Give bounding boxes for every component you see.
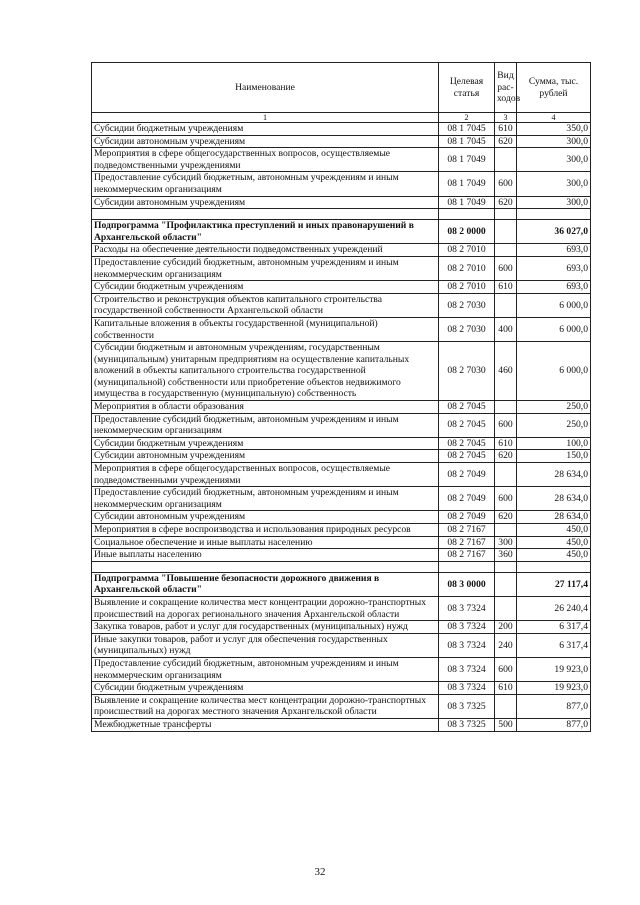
col-number: 4 xyxy=(517,113,591,123)
cell-sum: 150,0 xyxy=(517,450,591,463)
cell-sum: 450,0 xyxy=(517,549,591,562)
cell-target-article: 08 2 7167 xyxy=(439,524,495,537)
table-row xyxy=(92,524,591,537)
cell-expense-type: 400 xyxy=(495,317,517,341)
cell-sum: 26 240,4 xyxy=(517,596,591,620)
cell-name: Подпрограмма "Профилактика преступлений и иных правонарушений в Архангельской области" xyxy=(92,220,439,244)
cell-sum: 300,0 xyxy=(517,148,591,172)
spacer-row xyxy=(92,561,591,572)
cell-name: Расходы на обеспечение деятельности подведомственных учреждений xyxy=(92,244,439,257)
cell-name: Мероприятия в области образования xyxy=(92,401,439,414)
cell-expense-type xyxy=(495,596,517,620)
cell-sum: 300,0 xyxy=(517,172,591,196)
cell-name: Социальное обеспечение и иные выплаты населению xyxy=(92,536,439,549)
cell-name: Мероприятия в сфере общегосударственных вопросов, осуществляемые подведомственными учреждениями xyxy=(92,463,439,487)
table-row xyxy=(92,293,591,317)
table-row xyxy=(92,256,591,280)
cell-sum: 693,0 xyxy=(517,244,591,257)
empty-cell xyxy=(517,209,591,220)
cell-sum: 693,0 xyxy=(517,281,591,294)
table-row xyxy=(92,511,591,524)
cell-expense-type: 610 xyxy=(495,281,517,294)
cell-expense-type: 620 xyxy=(495,511,517,524)
cell-sum: 36 027,0 xyxy=(517,220,591,244)
cell-expense-type: 360 xyxy=(495,549,517,562)
cell-expense-type xyxy=(495,244,517,257)
cell-name: Подпрограмма "Повышение безопасности дорожного движения в Архангельской области" xyxy=(92,572,439,596)
cell-expense-type: 200 xyxy=(495,621,517,634)
cell-name: Межбюджетные трансферты xyxy=(92,718,439,731)
table-row xyxy=(92,487,591,511)
cell-name: Субсидии бюджетным учреждениям xyxy=(92,123,439,136)
empty-cell xyxy=(92,561,439,572)
cell-name: Мероприятия в сфере воспроизводства и использования природных ресурсов xyxy=(92,524,439,537)
cell-expense-type: 610 xyxy=(495,123,517,136)
cell-sum: 350,0 xyxy=(517,123,591,136)
cell-target-article: 08 3 7324 xyxy=(439,657,495,681)
col-number: 2 xyxy=(439,113,495,123)
cell-target-article: 08 2 7167 xyxy=(439,536,495,549)
table-row xyxy=(92,401,591,414)
cell-sum: 28 634,0 xyxy=(517,487,591,511)
table-row xyxy=(92,463,591,487)
cell-sum: 300,0 xyxy=(517,135,591,148)
cell-expense-type: 300 xyxy=(495,536,517,549)
cell-expense-type xyxy=(495,524,517,537)
cell-expense-type: 500 xyxy=(495,718,517,731)
table-row xyxy=(92,317,591,341)
cell-target-article: 08 2 7049 xyxy=(439,511,495,524)
header-type: Вид рас-ходов xyxy=(495,63,517,113)
cell-name: Выявление и сокращение количества мест концентрации дорожно-транспортных происшествий на дорогах местного значения Архангельской области xyxy=(92,694,439,718)
cell-target-article: 08 2 7045 xyxy=(439,413,495,437)
cell-name: Строительство и реконструкция объектов капитального строительства государственной собственности Архангельской области xyxy=(92,293,439,317)
cell-target-article: 08 3 7324 xyxy=(439,682,495,695)
spacer-row xyxy=(92,209,591,220)
cell-sum: 877,0 xyxy=(517,694,591,718)
cell-name: Предоставление субсидий бюджетным, автономным учреждениям и иным некоммерческим организациям xyxy=(92,413,439,437)
cell-target-article: 08 3 7325 xyxy=(439,718,495,731)
table-row xyxy=(92,718,591,731)
header-code: Целевая статья xyxy=(439,63,495,113)
cell-expense-type: 600 xyxy=(495,256,517,280)
cell-expense-type: 620 xyxy=(495,135,517,148)
table-row xyxy=(92,135,591,148)
cell-expense-type: 610 xyxy=(495,437,517,450)
cell-expense-type: 620 xyxy=(495,196,517,209)
cell-sum: 100,0 xyxy=(517,437,591,450)
table-row xyxy=(92,621,591,634)
cell-expense-type: 620 xyxy=(495,450,517,463)
table-body xyxy=(92,123,591,732)
empty-cell xyxy=(495,561,517,572)
cell-name: Предоставление субсидий бюджетным, автономным учреждениям и иным некоммерческим организациям xyxy=(92,172,439,196)
empty-cell xyxy=(439,561,495,572)
cell-target-article: 08 2 7045 xyxy=(439,401,495,414)
cell-target-article: 08 2 7030 xyxy=(439,342,495,401)
cell-name: Закупка товаров, работ и услуг для государственных (муниципальных) нужд xyxy=(92,621,439,634)
cell-sum: 6 000,0 xyxy=(517,317,591,341)
cell-expense-type: 600 xyxy=(495,657,517,681)
cell-sum: 450,0 xyxy=(517,536,591,549)
cell-target-article: 08 3 7325 xyxy=(439,694,495,718)
table-row xyxy=(92,172,591,196)
table-row xyxy=(92,682,591,695)
cell-name: Субсидии бюджетным учреждениям xyxy=(92,281,439,294)
column-number-row xyxy=(92,113,591,123)
col-number: 1 xyxy=(92,113,439,123)
cell-expense-type: 240 xyxy=(495,633,517,657)
cell-sum: 27 117,4 xyxy=(517,572,591,596)
cell-sum: 19 923,0 xyxy=(517,682,591,695)
cell-expense-type xyxy=(495,401,517,414)
cell-target-article: 08 3 7324 xyxy=(439,621,495,634)
cell-sum: 877,0 xyxy=(517,718,591,731)
table-header-row xyxy=(92,63,591,113)
cell-target-article: 08 2 7049 xyxy=(439,463,495,487)
cell-expense-type xyxy=(495,463,517,487)
cell-target-article: 08 1 7049 xyxy=(439,148,495,172)
table-row xyxy=(92,196,591,209)
cell-expense-type xyxy=(495,148,517,172)
header-sum: Сумма, тыс. рублей xyxy=(517,63,591,113)
empty-cell xyxy=(495,209,517,220)
cell-expense-type xyxy=(495,572,517,596)
cell-name: Субсидии автономным учреждениям xyxy=(92,450,439,463)
table-row xyxy=(92,694,591,718)
table-row xyxy=(92,549,591,562)
table-row xyxy=(92,596,591,620)
cell-target-article: 08 1 7049 xyxy=(439,172,495,196)
table-row xyxy=(92,633,591,657)
empty-cell xyxy=(439,209,495,220)
cell-target-article: 08 2 7010 xyxy=(439,281,495,294)
cell-sum: 6 317,4 xyxy=(517,633,591,657)
cell-target-article: 08 2 7010 xyxy=(439,256,495,280)
cell-sum: 6 000,0 xyxy=(517,293,591,317)
cell-target-article: 08 1 7045 xyxy=(439,123,495,136)
cell-name: Субсидии автономным учреждениям xyxy=(92,511,439,524)
cell-name: Иные закупки товаров, работ и услуг для обеспечения государственных (муниципальных) нужд xyxy=(92,633,439,657)
cell-target-article: 08 2 7030 xyxy=(439,293,495,317)
cell-sum: 250,0 xyxy=(517,413,591,437)
cell-expense-type xyxy=(495,694,517,718)
table-row xyxy=(92,450,591,463)
cell-target-article: 08 2 7049 xyxy=(439,487,495,511)
cell-target-article: 08 3 0000 xyxy=(439,572,495,596)
cell-name: Выявление и сокращение количества мест концентрации дорожно-транспортных происшествий на дорогах регионального значения Архангельской области xyxy=(92,596,439,620)
empty-cell xyxy=(517,561,591,572)
table-row xyxy=(92,657,591,681)
cell-target-article: 08 1 7049 xyxy=(439,196,495,209)
col-number: 3 xyxy=(495,113,517,123)
cell-target-article: 08 2 0000 xyxy=(439,220,495,244)
cell-sum: 6 317,4 xyxy=(517,621,591,634)
cell-name: Капитальные вложения в объекты государственной (муниципальной) собственности xyxy=(92,317,439,341)
cell-sum: 450,0 xyxy=(517,524,591,537)
header-name: Наименование xyxy=(92,63,439,113)
cell-name: Субсидии автономным учреждениям xyxy=(92,196,439,209)
cell-expense-type: 460 xyxy=(495,342,517,401)
cell-expense-type: 600 xyxy=(495,487,517,511)
subprogram-row xyxy=(92,572,591,596)
cell-name: Предоставление субсидий бюджетным, автономным учреждениям и иным некоммерческим организациям xyxy=(92,657,439,681)
cell-sum: 250,0 xyxy=(517,401,591,414)
cell-target-article: 08 2 7010 xyxy=(439,244,495,257)
cell-expense-type xyxy=(495,293,517,317)
cell-target-article: 08 3 7324 xyxy=(439,633,495,657)
table-row xyxy=(92,536,591,549)
table-row xyxy=(92,281,591,294)
table-row xyxy=(92,244,591,257)
cell-sum: 28 634,0 xyxy=(517,511,591,524)
cell-expense-type: 610 xyxy=(495,682,517,695)
cell-target-article: 08 2 7030 xyxy=(439,317,495,341)
table-row xyxy=(92,342,591,401)
cell-sum: 6 000,0 xyxy=(517,342,591,401)
table-row xyxy=(92,413,591,437)
subprogram-row xyxy=(92,220,591,244)
cell-name: Субсидии бюджетным учреждениям xyxy=(92,437,439,450)
cell-name: Мероприятия в сфере общегосударственных вопросов, осуществляемые подведомственными учреждениями xyxy=(92,148,439,172)
cell-target-article: 08 2 7167 xyxy=(439,549,495,562)
cell-sum: 693,0 xyxy=(517,256,591,280)
cell-name: Предоставление субсидий бюджетным, автономным учреждениям и иным некоммерческим организациям xyxy=(92,256,439,280)
cell-name: Субсидии бюджетным учреждениям xyxy=(92,682,439,695)
cell-expense-type: 600 xyxy=(495,172,517,196)
cell-target-article: 08 2 7045 xyxy=(439,450,495,463)
table-row xyxy=(92,437,591,450)
cell-name: Субсидии бюджетным и автономным учреждениям, государственным (муниципальным) унитарным предприятиям на осуществление капитальных вложений в объекты капитального строительства государственной (муниципальной) собственности или приобретение объектов недвижимого имущества в государственную (муниципальную) собственность xyxy=(92,342,439,401)
empty-cell xyxy=(92,209,439,220)
cell-name: Предоставление субсидий бюджетным, автономным учреждениям и иным некоммерческим организациям xyxy=(92,487,439,511)
table-row xyxy=(92,148,591,172)
cell-name: Субсидии автономным учреждениям xyxy=(92,135,439,148)
table-row xyxy=(92,123,591,136)
cell-target-article: 08 3 7324 xyxy=(439,596,495,620)
cell-expense-type: 600 xyxy=(495,413,517,437)
page-number: 32 xyxy=(314,866,326,878)
cell-expense-type xyxy=(495,220,517,244)
cell-name: Иные выплаты населению xyxy=(92,549,439,562)
budget-table xyxy=(91,62,591,732)
cell-sum: 19 923,0 xyxy=(517,657,591,681)
cell-target-article: 08 1 7045 xyxy=(439,135,495,148)
cell-sum: 300,0 xyxy=(517,196,591,209)
cell-sum: 28 634,0 xyxy=(517,463,591,487)
cell-target-article: 08 2 7045 xyxy=(439,437,495,450)
